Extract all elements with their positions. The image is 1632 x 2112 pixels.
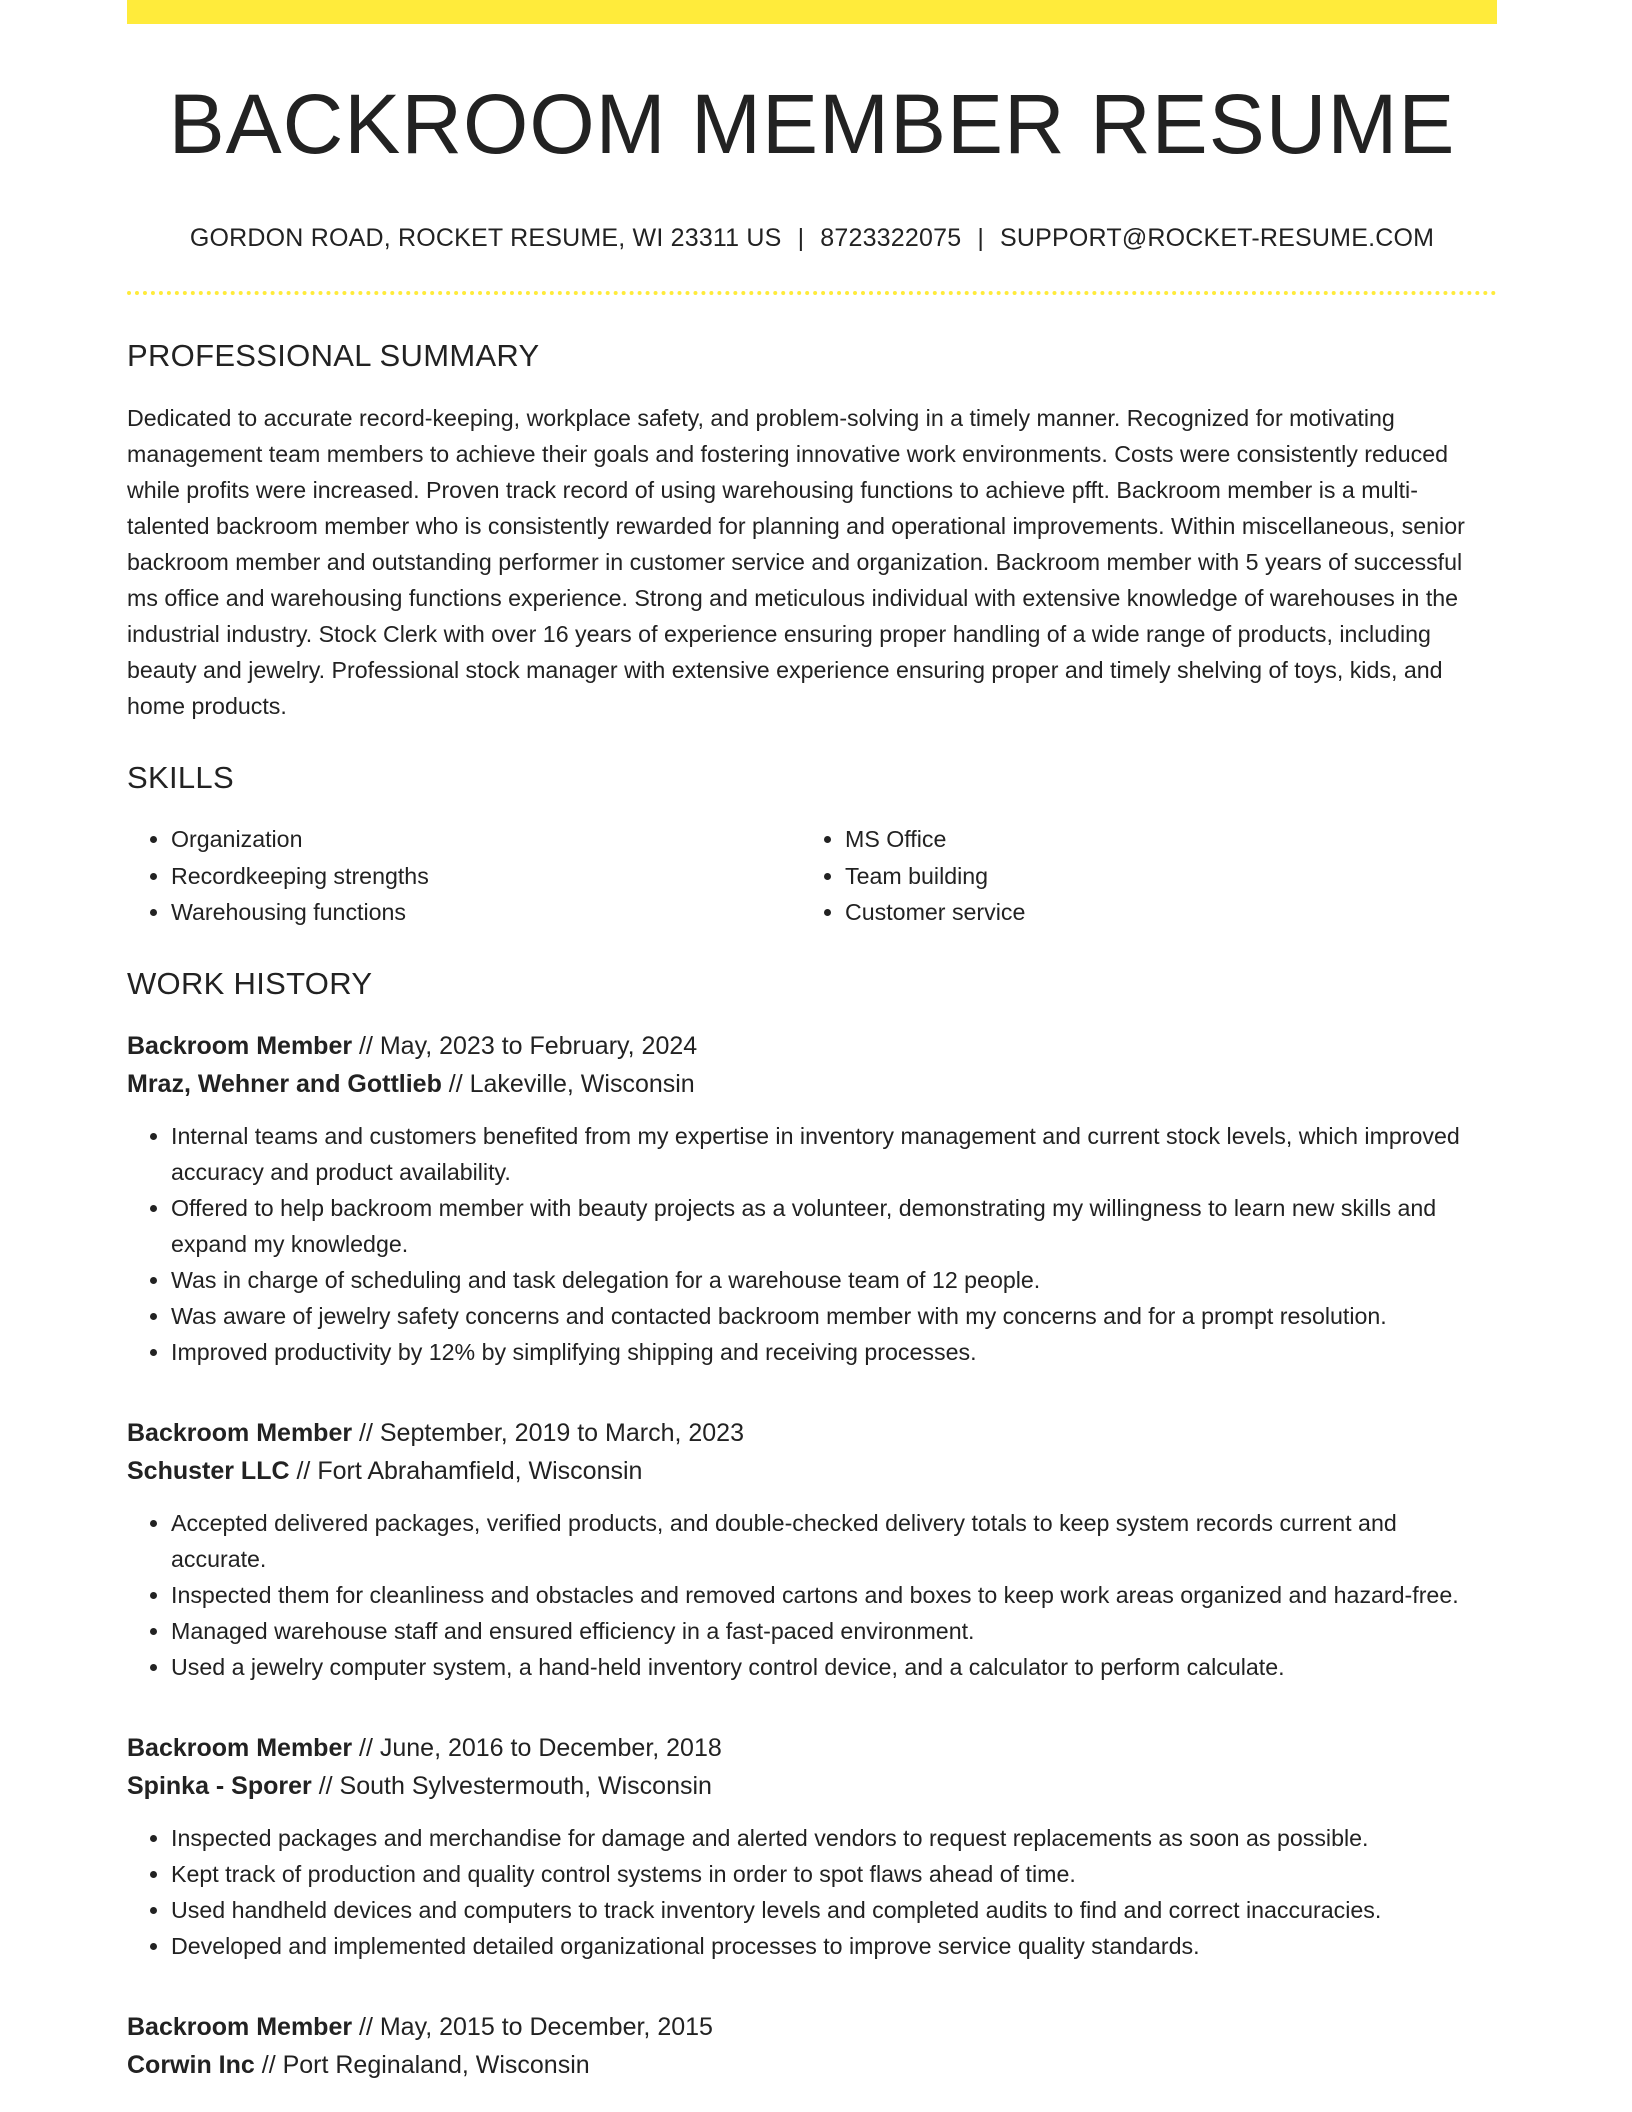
resume-title: BACKROOM MEMBER RESUME bbox=[168, 77, 1456, 171]
skill-item: • Team building bbox=[845, 858, 1475, 895]
job-company: Schuster LLC bbox=[127, 1456, 290, 1485]
job-bullet: • Inspected them for cleanliness and obstacles and removed cartons and boxes to keep work areas organized and hazard-free. bbox=[171, 1577, 1497, 1613]
skill-item: • Warehousing functions bbox=[171, 894, 801, 931]
work-history-heading: WORK HISTORY bbox=[127, 965, 373, 1001]
job-bullet: • Was aware of jewelry safety concerns and contacted backroom member with my concerns and for a prompt resolution. bbox=[171, 1298, 1497, 1334]
job-company: Corwin Inc bbox=[127, 2050, 255, 2079]
job-dates: // May, 2023 to February, 2024 bbox=[352, 1031, 698, 1060]
job-role: Backroom Member bbox=[127, 1418, 353, 1447]
header-divider bbox=[127, 291, 1497, 295]
job-entry bbox=[127, 2008, 1497, 2084]
job-company: Mraz, Wehner and Gottlieb bbox=[127, 1069, 442, 1098]
accent-bar bbox=[127, 0, 1497, 24]
job-entry bbox=[127, 1729, 1497, 1964]
job-company-line bbox=[127, 1452, 1497, 1490]
job-bullet: • Was in charge of scheduling and task delegation for a warehouse team of 12 people. bbox=[171, 1262, 1497, 1298]
job-company: Spinka - Sporer bbox=[127, 1771, 312, 1800]
job-bullets bbox=[127, 1820, 1497, 1964]
job-entry bbox=[127, 1414, 1497, 1685]
contact-address: GORDON ROAD, ROCKET RESUME, WI 23311 US bbox=[189, 224, 782, 252]
job-bullet: • Accepted delivered packages, verified products, and double-checked delivery totals to keep system records current and accurate. bbox=[171, 1505, 1497, 1577]
job-bullet: • Used a jewelry computer system, a hand-held inventory control device, and a calculator to perform calculate. bbox=[171, 1649, 1497, 1685]
job-role: Backroom Member bbox=[127, 1031, 353, 1060]
job-bullet: • Internal teams and customers benefited from my expertise in inventory management and current stock levels, which improved accuracy and product availability. bbox=[171, 1118, 1497, 1190]
job-role-line bbox=[127, 2008, 1497, 2046]
resume-page bbox=[127, 0, 1497, 2084]
skill-item: • MS Office bbox=[845, 821, 1475, 858]
job-dates: // May, 2015 to December, 2015 bbox=[352, 2012, 713, 2041]
skill-item: • Recordkeeping strengths bbox=[171, 858, 801, 895]
job-role-line bbox=[127, 1027, 1497, 1065]
job-entry bbox=[127, 1027, 1497, 1370]
skills-column-right bbox=[801, 821, 1475, 931]
job-bullet: • Inspected packages and merchandise for damage and alerted vendors to request replacements as soon as possible. bbox=[171, 1820, 1497, 1856]
job-bullet: • Offered to help backroom member with beauty projects as a volunteer, demonstrating my willingness to learn new skills and expand my knowledge. bbox=[171, 1190, 1497, 1262]
job-company-line bbox=[127, 1065, 1497, 1103]
job-bullet: • Kept track of production and quality control systems in order to spot flaws ahead of time. bbox=[171, 1856, 1497, 1892]
skills-column-left bbox=[127, 821, 801, 931]
job-role: Backroom Member bbox=[127, 1733, 353, 1762]
job-bullet: • Managed warehouse staff and ensured efficiency in a fast-paced environment. bbox=[171, 1613, 1497, 1649]
job-bullet: • Improved productivity by 12% by simplifying shipping and receiving processes. bbox=[171, 1334, 1497, 1370]
skill-item: • Organization bbox=[171, 821, 801, 858]
contact-phone: 8723322075 bbox=[820, 224, 962, 252]
contact-separator: | bbox=[977, 224, 985, 252]
skills-list bbox=[127, 821, 1497, 931]
job-role-line bbox=[127, 1414, 1497, 1452]
summary-heading: PROFESSIONAL SUMMARY bbox=[127, 338, 540, 373]
job-role: Backroom Member bbox=[127, 2012, 353, 2041]
contact-separator: | bbox=[797, 224, 805, 252]
skills-heading: SKILLS bbox=[127, 760, 234, 795]
job-location: // Fort Abrahamfield, Wisconsin bbox=[289, 1456, 643, 1485]
contact-line bbox=[127, 226, 1497, 251]
job-company-line bbox=[127, 1767, 1497, 1805]
job-dates: // June, 2016 to December, 2018 bbox=[352, 1733, 722, 1762]
job-bullets bbox=[127, 1505, 1497, 1685]
contact-email: SUPPORT@ROCKET-RESUME.COM bbox=[1000, 224, 1435, 252]
job-company-line bbox=[127, 2046, 1497, 2084]
skill-item: • Customer service bbox=[845, 894, 1475, 931]
job-location: // Lakeville, Wisconsin bbox=[441, 1069, 695, 1098]
job-location: // Port Reginaland, Wisconsin bbox=[254, 2050, 590, 2079]
job-location: // South Sylvestermouth, Wisconsin bbox=[311, 1771, 712, 1800]
job-bullet: • Developed and implemented detailed organizational processes to improve service quality standards. bbox=[171, 1928, 1497, 1964]
job-bullet: • Used handheld devices and computers to track inventory levels and completed audits to find and correct inaccuracies. bbox=[171, 1892, 1497, 1928]
summary-text: Dedicated to accurate record-keeping, workplace safety, and problem-solving in a timely manner. Recognized for motivating management team members to achieve their goals and fostering innovative work environments. Costs were consistently reduced while profits were increased. Proven track record of using warehousing functions to achieve pfft. Backroom member is a multi-talented backroom member who is consistently rewarded for planning and operational improvements. Within miscellaneous, senior backroom member and outstanding performer in customer service and organization. Backroom member with 5 years of successful ms office and warehousing functions experience. Strong and meticulous individual with extensive knowledge of warehouses in the industrial industry. Stock Clerk with over 16 years of experience ensuring proper handling of a wide range of products, including beauty and jewelry. Professional stock manager with extensive experience ensuring proper and timely shelving of toys, kids, and home products. bbox=[127, 405, 1465, 719]
job-bullets bbox=[127, 1118, 1497, 1370]
job-dates: // September, 2019 to March, 2023 bbox=[352, 1418, 744, 1447]
job-role-line bbox=[127, 1729, 1497, 1767]
